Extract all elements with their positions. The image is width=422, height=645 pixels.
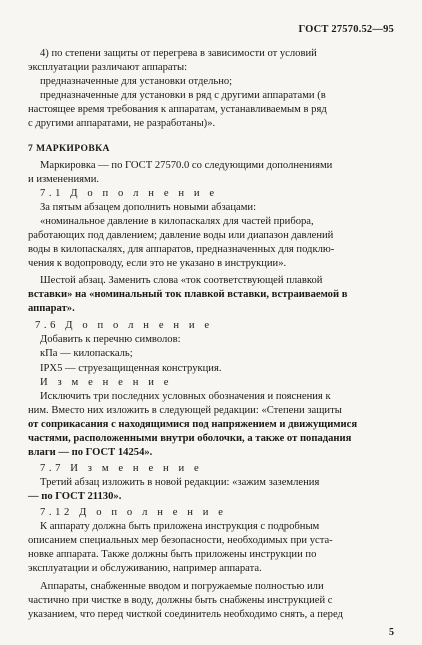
text-line: и изменениями. bbox=[28, 174, 100, 185]
section-heading: 7 МАРКИРОВКА bbox=[28, 143, 110, 154]
text-line: За пятым абзацем дополнить новыми абзацами: bbox=[40, 202, 257, 213]
text-line: «номинальное давление в килопаскалях для частей прибора, bbox=[40, 216, 314, 227]
text-line: кПа — килопаскаль; bbox=[40, 348, 133, 359]
text-line: Шестой абзац. Заменить слова «ток соответствующей плавкой bbox=[40, 275, 323, 286]
clause-heading: 7.1 Д о п о л н е н и е bbox=[40, 188, 218, 199]
text-line: настоящее время требования к аппаратам, устанавливаемым в ряд bbox=[28, 104, 327, 115]
text-line: воды в килопаскалях, для аппаратов, предназначенных для подклю- bbox=[28, 244, 335, 255]
text-line: 4) по степени защиты от перегрева в зависимости от условий bbox=[40, 48, 317, 59]
text-line: аппарат». bbox=[28, 303, 75, 314]
text-line: чения к водопроводу, если это не указано в инструкции». bbox=[28, 258, 287, 269]
text-line: указанием, что перед чисткой соединитель необходимо снять, а перед bbox=[28, 609, 343, 620]
text-line: эксплуатации и обслуживанию, например аппарата. bbox=[28, 563, 262, 574]
text-line: с другими аппаратами, не разработаны)». bbox=[28, 118, 216, 129]
text-line: предназначенные для установки отдельно; bbox=[40, 76, 233, 87]
clause-heading: 7.12 Д о п о л н е н и е bbox=[40, 507, 227, 518]
text-line: Третий абзац изложить в новой редакции: «зажим заземления bbox=[40, 477, 320, 488]
text-line: Добавить к перечню символов: bbox=[40, 334, 181, 345]
text-line: Маркировка — по ГОСТ 27570.0 со следующими дополнениями bbox=[40, 160, 333, 171]
text-line: Аппараты, снабженные вводом и погружаемые полностью или bbox=[40, 581, 324, 592]
text-line: К аппарату должна быть приложена инструкция с подробным bbox=[40, 521, 320, 532]
text-line: от соприкасания с находящимися под напряжением и движущимися bbox=[28, 419, 358, 430]
clause-heading: 7.6 Д о п о л н е н и е bbox=[35, 320, 213, 331]
standard-number-header: ГОСТ 27570.52—95 bbox=[298, 24, 394, 35]
page-number: 5 bbox=[389, 627, 394, 638]
text-line: — по ГОСТ 21130». bbox=[28, 491, 122, 502]
text-line: Исключить три последних условных обозначения и пояснения к bbox=[40, 391, 331, 402]
text-line: эксплуатации различают аппараты: bbox=[28, 62, 188, 73]
text-line: влаги — по ГОСТ 14254». bbox=[28, 447, 153, 458]
clause-heading: И з м е н е н и е bbox=[40, 377, 173, 388]
text-line: вставки» на «номинальный ток плавкой вставки, встраиваемой в bbox=[28, 289, 348, 300]
text-line: ним. Вместо них изложить в следующей редакции: «Степени защиты bbox=[28, 405, 342, 416]
text-line: новке аппарата. Также должны быть приложены инструкции по bbox=[28, 549, 317, 560]
text-line: частями, расположенными внутри оболочки, а также от попадания bbox=[28, 433, 352, 444]
text-line: работающих под давлением; давление воды или диапазон давлений bbox=[28, 230, 334, 241]
text-line: частично при чистке в воду, должны быть снабжены инструкцией с bbox=[28, 595, 333, 606]
text-line: IPX5 — струезащищенная конструкция. bbox=[40, 363, 222, 374]
text-line: предназначенные для установки в ряд с другими аппаратами (в bbox=[40, 90, 326, 101]
text-line: описанием специальных мер безопасности, необходимых при уста- bbox=[28, 535, 333, 546]
clause-heading: 7.7 И з м е н е н и е bbox=[40, 463, 203, 474]
